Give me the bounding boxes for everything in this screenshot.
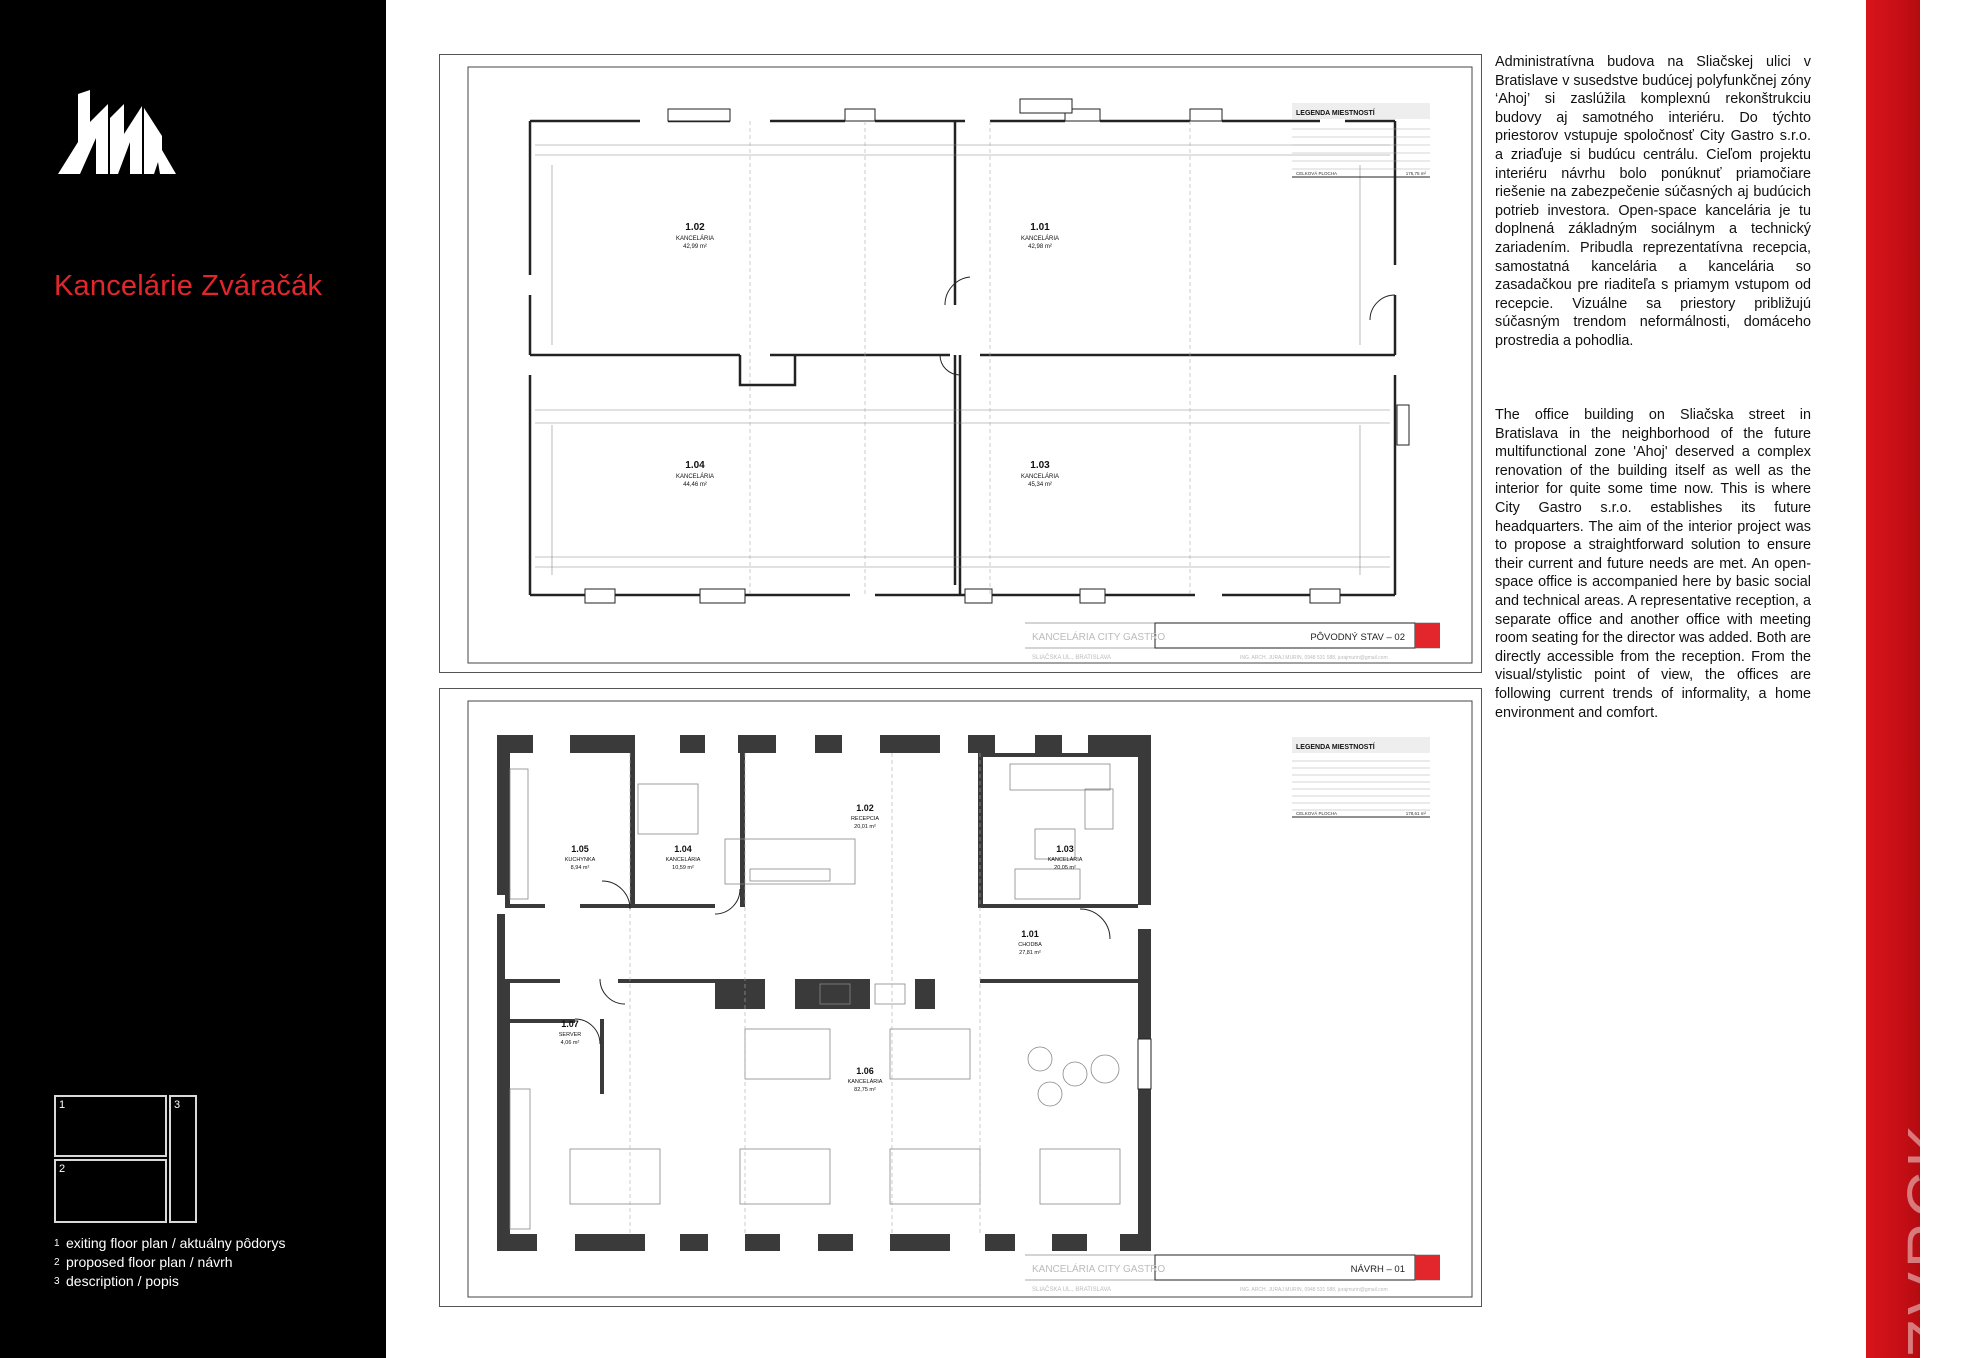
room-name: RECEPCIA xyxy=(850,816,880,822)
studio-logo xyxy=(58,90,176,174)
proposed-floor-plan-drawing xyxy=(440,689,1481,1306)
room-area: 20,05 m² xyxy=(1054,865,1076,871)
author: ING. ARCH. JURAJ MURIN, 0948 531 588, jurajmurin@gmail.com xyxy=(1240,1287,1388,1293)
layout-key-diagram xyxy=(54,1095,197,1223)
room-legend-table xyxy=(1292,103,1430,177)
room-id: 1.02 xyxy=(856,803,874,813)
room-id: 1.06 xyxy=(856,1066,874,1076)
room-area: 27,81 m² xyxy=(1019,950,1041,956)
room-name: KANCELÁRIA xyxy=(847,1079,883,1085)
room-id: 1.02 xyxy=(685,222,705,233)
existing-floor-plan-drawing xyxy=(440,55,1481,672)
room-name: SERVER xyxy=(558,1032,582,1038)
layout-key-item: 2 proposed floor plan / návrh xyxy=(54,1254,233,1270)
layout-key-item: 3 description / popis xyxy=(54,1273,179,1289)
room-name: CHODBA xyxy=(1018,942,1042,948)
address: SLIAČSKA UL., BRATISLAVA xyxy=(1032,1287,1112,1293)
sheet-label: PÔVODNÝ STAV – 02 xyxy=(1310,632,1405,643)
room-area: 44,46 m² xyxy=(683,482,707,488)
description-slovak: Administratívna budova na Sliačskej ulici v Bratislave v susedstve budúcej polyfunkčnej zóny ‘Ahoj’ si zaslúžila komplexnú rekonštrukciu budovy aj samotného interiéru. Do týchto priestorov vstupuje spoločnosť City Gastro s.r.o. a zriaďuje si budúcu centrálu. Cieľom projektu interiéru návrhu bolo ponúknuť priamočiare riešenie na zabezpečenie súčasných aj budúcich potrieb investora. Open-space kancelária je tu doplnená základným sociálnym a technický zariadením. Pribudla reprezentatívna recepcia, samostatná kancelária a kancelária so zasadačkou pre riaditeľa s priamym vstupom od recepcie. Vizuálne sa priestory približujú súčasným trendom neformálnosti, domáceho prostredia a pohodlia. xyxy=(1495,54,1811,349)
room-legend-table xyxy=(1292,737,1430,817)
room-name: KANCELÁRIA xyxy=(665,857,701,863)
room-name: KANCELÁRIA xyxy=(675,236,715,242)
room-area: 42,99 m² xyxy=(683,244,707,250)
layout-box-3: 3 xyxy=(169,1095,197,1223)
sheet-label: NÁVRH – 01 xyxy=(1350,1264,1405,1275)
room-area: 42,98 m² xyxy=(1028,244,1052,250)
svg-text:LEGENDA MIESTNOSTÍ: LEGENDA MIESTNOSTÍ xyxy=(1296,744,1375,751)
layout-box-1: 1 xyxy=(54,1095,167,1157)
room-area: 82,75 m² xyxy=(854,1087,876,1093)
room-area: 4,06 m² xyxy=(560,1040,580,1046)
room-name: KUCHYNKA xyxy=(564,857,596,863)
room-id: 1.04 xyxy=(685,460,705,471)
layout-key-item: 1 exiting floor plan / aktuálny pôdorys xyxy=(54,1235,286,1251)
room-id: 1.07 xyxy=(561,1019,579,1029)
room-id: 1.01 xyxy=(1030,222,1050,233)
layout-key-list xyxy=(54,1234,285,1291)
project-name: KANCELÁRIA CITY GASTRO xyxy=(1032,1264,1166,1275)
room-id: 1.03 xyxy=(1056,844,1074,854)
svg-text:178,61 m²: 178,61 m² xyxy=(1405,811,1426,816)
author: ING. ARCH. JURAJ MURIN, 0948 531 588, jurajmurin@gmail.com xyxy=(1240,655,1388,661)
room-area: 10,59 m² xyxy=(672,865,694,871)
proposed-floor-plan-sheet xyxy=(439,688,1482,1307)
room-id: 1.03 xyxy=(1030,460,1050,471)
room-area: 8,94 m² xyxy=(570,865,590,871)
project-title: Kancelárie Zváračák xyxy=(54,270,323,302)
title-block xyxy=(1025,1255,1440,1293)
room-name: KANCELÁRIA xyxy=(1020,474,1060,480)
svg-text:LEGENDA MIESTNOSTÍ: LEGENDA MIESTNOSTÍ xyxy=(1296,110,1375,117)
description-english: The office building on Sliačska street in Bratislava in the neighborhood of the future multifunctional zone 'Ahoj' deserved a complex renovation of the building itself as well as the interior for quite some time now. This is where City Gastro s.r.o. establishes its future headquarters. The aim of the interior project was to propose a straightforward solution to ensure their current and future needs are met. An open-space office is accompanied here by basic social and technical areas. A representative reception, a separate office and another office with meeting room seating for the director was added. Both are directly accessible from the reception. From the visual/stylistic point of view, the offices are following current trends of informality, a home environment and comfort. xyxy=(1495,407,1811,721)
room-area: 45,34 m² xyxy=(1028,482,1052,488)
svg-text:CELKOVÁ PLOCHA: CELKOVÁ PLOCHA xyxy=(1296,171,1338,176)
room-area: 20,01 m² xyxy=(854,824,876,830)
room-name: KANCELÁRIA xyxy=(675,474,715,480)
svg-text:CELKOVÁ PLOCHA: CELKOVÁ PLOCHA xyxy=(1296,811,1338,816)
left-panel xyxy=(0,0,386,1358)
room-id: 1.01 xyxy=(1021,929,1039,939)
side-strip-text: ZVRCK xyxy=(1894,1121,1966,1358)
title-block xyxy=(1025,623,1440,661)
svg-text:175,75 m²: 175,75 m² xyxy=(1405,171,1426,176)
address: SLIAČSKA UL., BRATISLAVA xyxy=(1032,655,1112,661)
existing-floor-plan-sheet xyxy=(439,54,1482,673)
room-id: 1.04 xyxy=(674,844,692,854)
layout-box-2: 2 xyxy=(54,1159,167,1223)
room-id: 1.05 xyxy=(571,844,589,854)
room-name: KANCELÁRIA xyxy=(1020,236,1060,242)
room-name: KANCELÁRIA xyxy=(1047,857,1083,863)
project-name: KANCELÁRIA CITY GASTRO xyxy=(1032,632,1166,643)
